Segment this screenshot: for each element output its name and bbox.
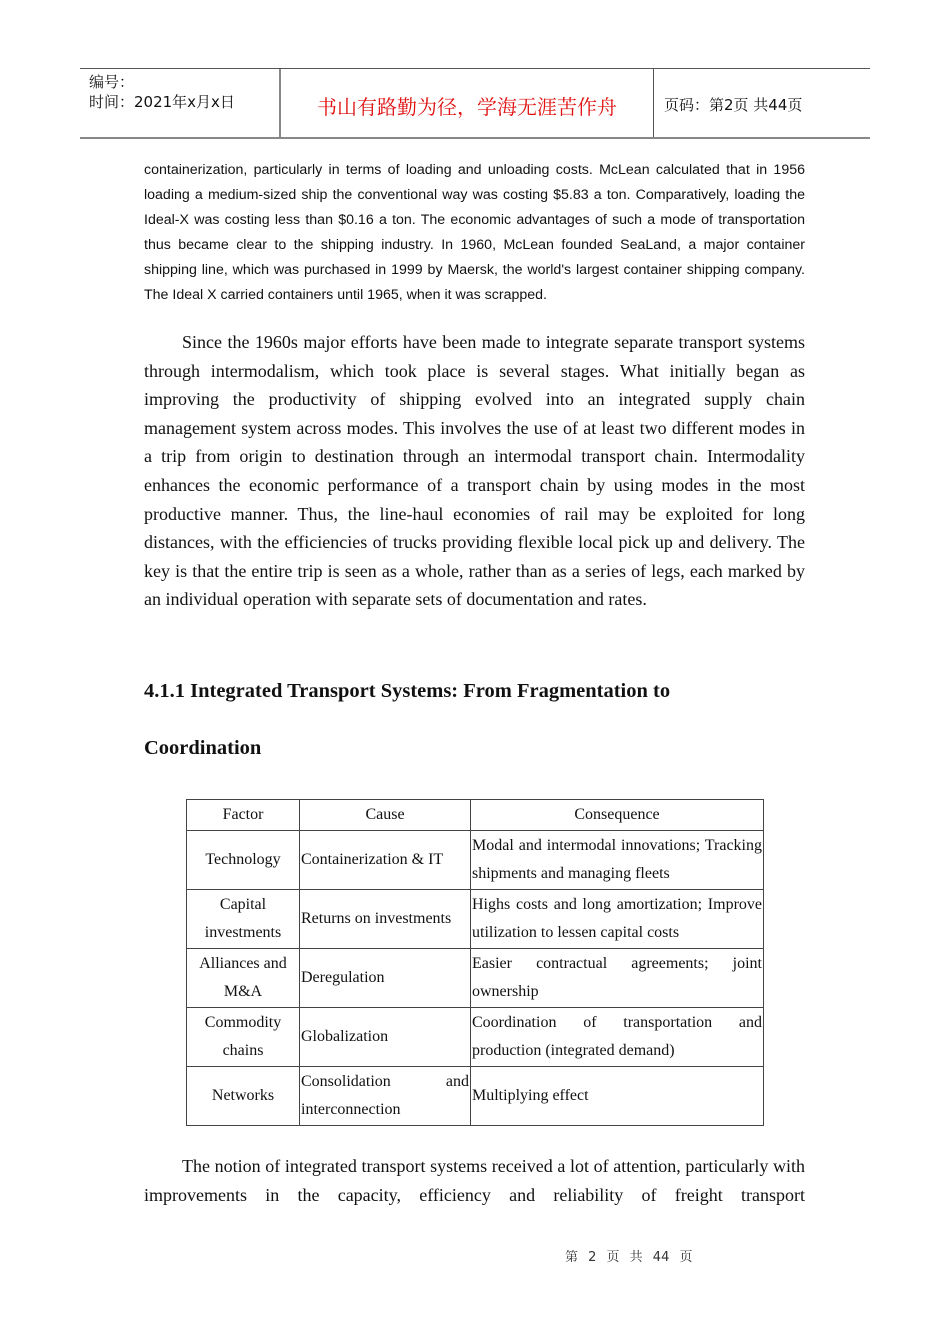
header-motto: 书山有路勤为径，学海无涯苦作舟 [281,69,654,137]
header-meta [80,69,281,137]
cell-factor: Technology [187,831,300,890]
section-heading-line-1: 4.1.1 Integrated Transport Systems: From Fragmentation to [144,680,671,702]
cell-consequence: Modal and intermodal innovations; Tracking shipments and managing fleets [471,831,764,890]
cell-cause: Globalization [300,1008,471,1067]
page-header [80,68,870,139]
cell-consequence: Coordination of transportation and production (integrated demand) [471,1008,764,1067]
cell-cause: Returns on investments [300,890,471,949]
table-row [187,1008,764,1067]
body-paragraph-3-container [144,1152,805,1209]
cell-cause: Deregulation [300,949,471,1008]
table-header-row [187,800,764,831]
section-heading-line-2: Coordination [144,737,262,759]
cell-cause: Consolidation and interconnection [300,1067,471,1126]
cell-consequence: Multiplying effect [471,1067,764,1126]
section-heading [144,663,805,777]
cell-cause: Containerization & IT [300,831,471,890]
document-date: 时间：2021年x月x日 [89,93,235,111]
body-paragraph-1-container [144,158,805,308]
cell-consequence: Highs costs and long amortization; Improve utilization to lessen capital costs [471,890,764,949]
body-paragraph-1: containerization, particularly in terms of loading and unloading costs. McLean calculated that in 1956 loading a medium-sized ship the conventional way was costing $5.83 a ton. Comparatively, loading the Ideal-X was costing less than $0.16 a ton. The economic advantages of such a mode of transportation thus became clear to the shipping industry. In 1960, McLean founded SeaLand, a major container shipping line, which was purchased in 1999 by Maersk, the world's largest container shipping company. The Ideal X carried containers until 1965, when it was scrapped. [144,162,805,303]
body-paragraph-2-container [144,328,805,614]
column-header-factor: Factor [187,800,300,831]
cell-factor: Alliances and M&A [187,949,300,1008]
table-row [187,1067,764,1126]
cell-factor: Commodity chains [187,1008,300,1067]
body-paragraph-2: Since the 1960s major efforts have been made to integrate separate transport systems through intermodalism, which took place is several stages. What initially began as improving the productivity of shipping evolved into an integrated supply chain management system across modes. This involves the use of at least two different modes in a trip from origin to destination through an intermodal transport chain. Intermodality enhances the economic performance of a transport chain by using modes in the most productive manner. Thus, the line-haul economies of rail may be exploited for long distances, with the efficiencies of trucks providing flexible local pick up and delivery. The key is that the entire trip is seen as a whole, rather than as a series of legs, each marked by an individual operation with separate sets of documentation and rates. [144,332,805,610]
cell-consequence: Easier contractual agreements; joint ownership [471,949,764,1008]
column-header-consequence: Consequence [471,800,764,831]
document-number-label: 编号： [89,73,135,91]
cell-factor: Capital investments [187,890,300,949]
page-footer: 第 2 页 共 44 页 [565,1250,693,1265]
factors-table [186,799,764,1126]
body-paragraph-3: The notion of integrated transport systems received a lot of attention, particularly with improvements in the capacity, efficiency and reliability of freight transport [144,1156,805,1205]
cell-factor: Networks [187,1067,300,1126]
column-header-cause: Cause [300,800,471,831]
table-row [187,949,764,1008]
header-page-info: 页码：第2页 共44页 [664,95,803,114]
table-row [187,890,764,949]
table-row [187,831,764,890]
